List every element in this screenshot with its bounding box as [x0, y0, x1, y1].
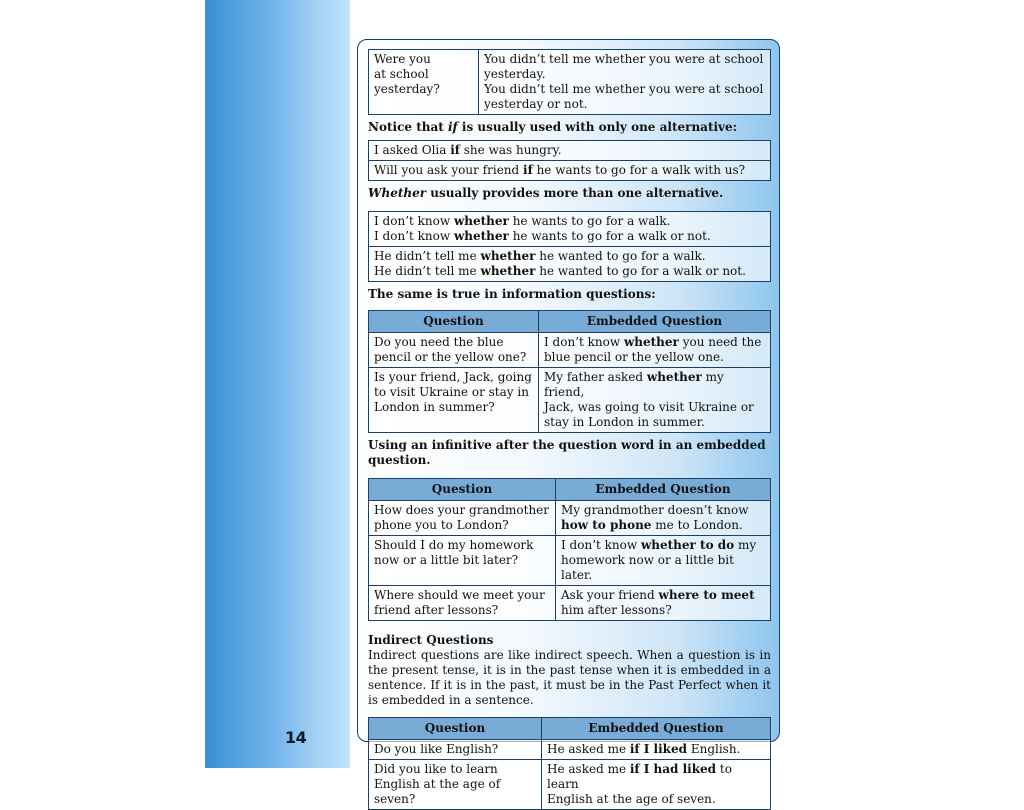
- question-cell: Do you need the blue pencil or the yellow one?: [369, 333, 539, 368]
- note-info-questions: The same is true in information questions:: [368, 287, 656, 301]
- example-cell: I asked Olia if she was hungry.: [369, 141, 771, 161]
- question-cell: Were you at school yesterday?: [369, 50, 479, 115]
- header-row: [369, 718, 771, 740]
- answer-cell: I don’t know whether to do my homework now or a little bit later.: [556, 536, 771, 586]
- column-header-embedded: Embedded Question: [542, 718, 771, 740]
- example-cell: I don’t know whether he wants to go for a walk. I don’t know whether he wants to go for a walk or not.: [369, 212, 771, 247]
- note-if: Notice that if is usually used with only one alternative:: [368, 120, 738, 134]
- table-row: [369, 586, 771, 621]
- answer-cell: My grandmother doesn’t know how to phone me to London.: [556, 501, 771, 536]
- table-row: [369, 333, 771, 368]
- section-paragraph: Indirect questions are like indirect speech. When a question is in the present tense, it is in the past tense when it is embedded in a sentence. If it is in the past, it must be in the Past Perfect when it is embedded in a sentence.: [368, 648, 771, 707]
- column-header-embedded: Embedded Question: [556, 479, 771, 501]
- question-cell: Is your friend, Jack, going to visit Ukraine or stay in London in summer?: [369, 368, 539, 433]
- if-examples-table: [368, 140, 771, 181]
- whether-or-not-table: [368, 49, 771, 115]
- question-cell: How does your grandmother phone you to London?: [369, 501, 556, 536]
- table-row: [369, 212, 771, 247]
- infinitive-table: [368, 478, 771, 621]
- header-row: [369, 479, 771, 501]
- answer-cell: Ask your friend where to meet him after lessons?: [556, 586, 771, 621]
- table-row: [369, 536, 771, 586]
- table-row: [369, 368, 771, 433]
- answer-cell: You didn’t tell me whether you were at school yesterday. You didn’t tell me whether you were at school yesterday or not.: [479, 50, 771, 115]
- example-cell: Will you ask your friend if he wants to go for a walk with us?: [369, 161, 771, 181]
- note-infinitive: Using an infinitive after the question word in an embedded question.: [368, 438, 766, 467]
- left-blue-strip: [205, 0, 350, 768]
- info-questions-table: [368, 310, 771, 433]
- table-row: [369, 760, 771, 810]
- note-whether: Whether usually provides more than one alternative.: [368, 186, 724, 200]
- whether-examples-table: [368, 211, 771, 282]
- table-row: [369, 161, 771, 181]
- question-cell: Did you like to learn English at the age of seven?: [369, 760, 542, 810]
- answer-cell: My father asked whether my friend, Jack, was going to visit Ukraine or stay in London in summer.: [539, 368, 771, 433]
- page-number: 14: [285, 728, 307, 747]
- grammar-panel: [357, 39, 780, 806]
- section-heading: Indirect Questions: [368, 633, 494, 647]
- question-cell: Where should we meet your friend after lessons?: [369, 586, 556, 621]
- column-header-question: Question: [369, 479, 556, 501]
- indirect-questions-table: [368, 717, 771, 810]
- answer-cell: I don’t know whether you need the blue pencil or the yellow one.: [539, 333, 771, 368]
- table-row: [369, 247, 771, 282]
- answer-cell: He asked me if I had liked to learn English at the age of seven.: [542, 760, 771, 810]
- column-header-embedded: Embedded Question: [539, 311, 771, 333]
- answer-cell: He asked me if I liked English.: [542, 740, 771, 760]
- question-cell: Do you like English?: [369, 740, 542, 760]
- table-row: [369, 740, 771, 760]
- table-row: [369, 50, 771, 115]
- example-cell: He didn’t tell me whether he wanted to go for a walk. He didn’t tell me whether he wanted to go for a walk or not.: [369, 247, 771, 282]
- column-header-question: Question: [369, 311, 539, 333]
- panel-content: [368, 49, 771, 810]
- table-row: [369, 501, 771, 536]
- indirect-questions-section: [368, 633, 771, 708]
- question-cell: Should I do my homework now or a little bit later?: [369, 536, 556, 586]
- column-header-question: Question: [369, 718, 542, 740]
- table-row: [369, 141, 771, 161]
- header-row: [369, 311, 771, 333]
